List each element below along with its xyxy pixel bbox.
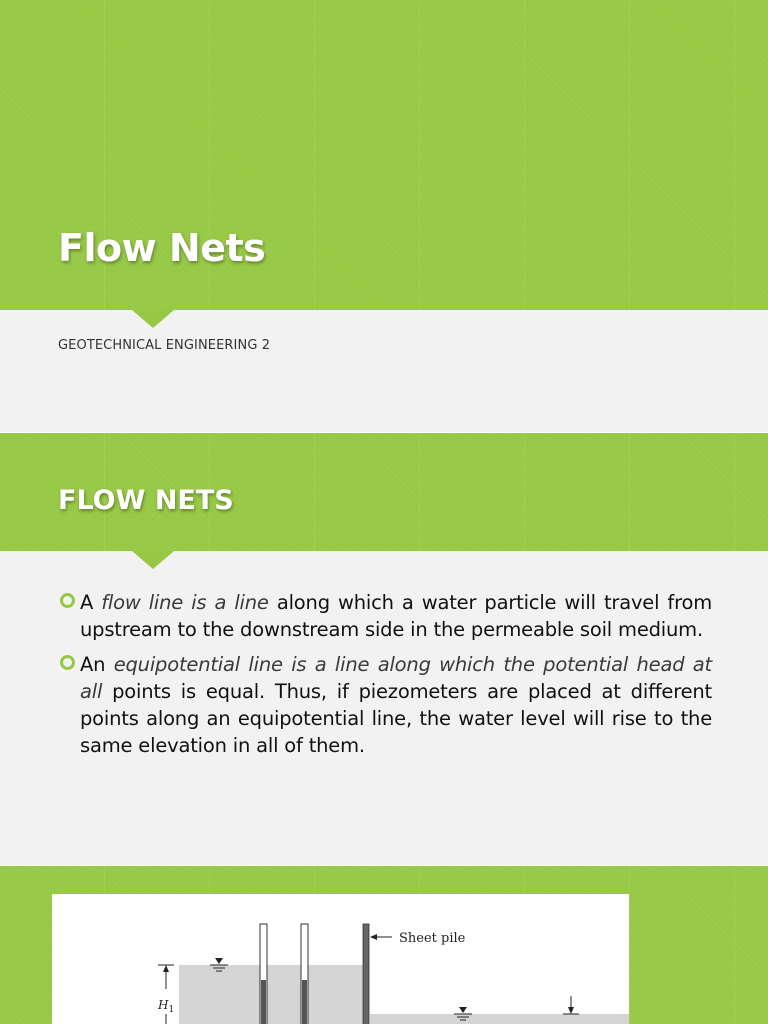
- banner-notch: [132, 310, 174, 328]
- content-slide-banner: [0, 433, 768, 551]
- ring-bullet-icon: [60, 655, 75, 670]
- figure-slide: [0, 866, 768, 1024]
- sheet-pile: [363, 924, 369, 1024]
- h1-dimension: [158, 965, 174, 1024]
- downstream-dimension: [563, 996, 579, 1014]
- bullet-text: An equipotential line is a line along which the potential head at all points is equal. Thus, if piezometers are placed at different points along an equipotential line, the water level will rise to the same elevation in all of them.: [80, 653, 712, 757]
- ring-bullet-icon: [60, 593, 75, 608]
- piezometer-tube: [301, 924, 308, 1024]
- bullet-item-equipotential-line: [58, 651, 712, 759]
- piezometer-tube: [260, 924, 267, 1024]
- content-slide-body: [0, 551, 768, 865]
- upstream-water: [179, 965, 364, 1024]
- sheet-pile-figure: [52, 894, 629, 1024]
- title-slide-banner: [0, 0, 768, 310]
- sheet-pile-diagram: [52, 894, 629, 1024]
- downstream-water: [370, 1014, 629, 1024]
- bullet-text: A flow line is a line along which a water particle will travel from upstream to the downstream side in the permeable soil medium.: [80, 591, 712, 641]
- bullet-list: [58, 589, 712, 767]
- banner-notch: [132, 551, 174, 569]
- h1-label: $H_1$: [158, 998, 175, 1015]
- slide-title: Flow Nets: [58, 226, 266, 270]
- arrow-head-icon: [370, 934, 377, 940]
- title-slide-body: [0, 310, 768, 432]
- slide-subtitle: GEOTECHNICAL ENGINEERING 2: [58, 338, 271, 353]
- bullet-item-flow-line: [58, 589, 712, 643]
- sheet-pile-label: Sheet pile: [399, 931, 466, 946]
- section-heading: FLOW NETS: [58, 485, 234, 516]
